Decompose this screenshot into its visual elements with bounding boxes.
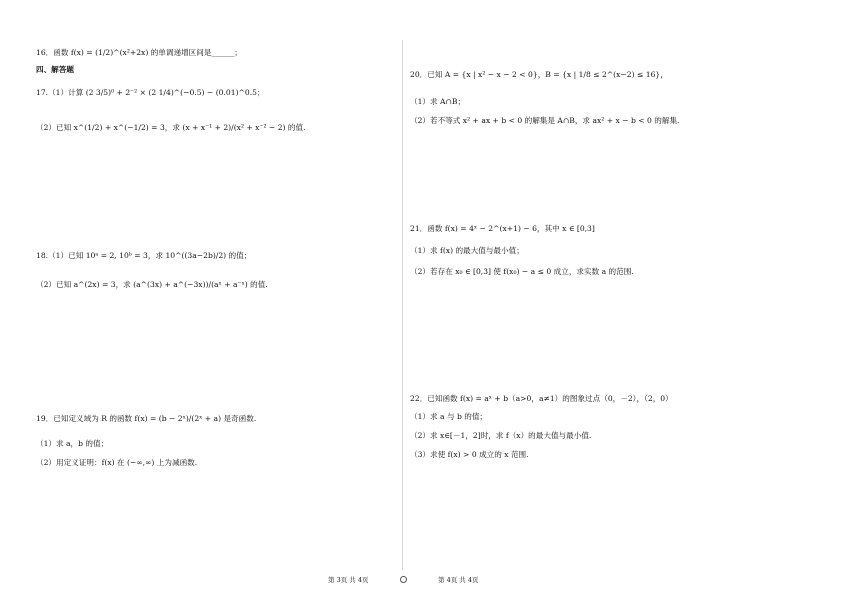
question-22-part-2: （2）求 x∈[－1，2]时，求 f（x）的最大值与最小值. <box>410 431 592 440</box>
question-22-part-1: （1）求 a 与 b 的值； <box>410 412 488 421</box>
page-number-right: 第 4页 共 4页 <box>438 576 479 584</box>
question-21: 21．函数 f(x) = 4ˣ − 2^(x+1) − 6，其中 x ∈ [0,3] <box>410 224 595 233</box>
question-18-part-2: （2）已知 a^(2x) = 3，求 (a^(3x) + a^(−3x))/(aˣ + a⁻ˣ) 的值. <box>36 280 268 289</box>
question-16: 16．函数 f(x) = (1/2)^(x²+2x) 的单调递增区间是______； <box>36 48 242 57</box>
question-22: 22．已知函数 f(x) = aˣ + b（a>0，a≠1）的图象过点（0，－2），（2，0） <box>410 394 673 403</box>
question-18-part-1: 18.（1）已知 10ᵃ = 2, 10ᵇ = 3，求 10^((3a−2b)/2) 的值； <box>36 251 252 260</box>
question-20: 20．已知 A = {x | x² − x − 2 < 0}，B = {x | 1/8 ≤ 2^(x−2) ≤ 16}， <box>410 70 668 79</box>
question-21-part-1: （1）求 f(x) 的最大值与最小值； <box>410 246 524 255</box>
question-20-part-1: （1）求 A∩B； <box>410 97 466 106</box>
question-22-part-3: （3）求使 f(x) > 0 成立的 x 范围. <box>410 450 529 459</box>
section-heading: 四、解答题 <box>36 65 74 74</box>
question-20-part-2: （2）若不等式 x² + ax + b < 0 的解集是 A∩B，求 ax² + x − b < 0 的解集. <box>410 116 680 125</box>
question-19-part-1: （1）求 a，b 的值； <box>36 439 109 448</box>
question-19-part-2: （2）用定义证明：f(x) 在 (−∞,∞) 上为减函数. <box>36 458 198 467</box>
column-divider <box>402 40 403 570</box>
question-21-part-2: （2）若存在 x₀ ∈ [0,3] 使 f(x₀) − a ≤ 0 成立，求实数 a 的范围. <box>410 267 634 276</box>
question-19: 19．已知定义域为 R 的函数 f(x) = (b − 2ˣ)/(2ˣ + a) 是奇函数. <box>36 414 257 423</box>
page-number-left: 第 3页 共 4页 <box>328 576 369 584</box>
binding-mark-icon <box>400 576 407 583</box>
question-17-part-1: 17.（1）计算 (2 3/5)⁰ + 2⁻² × (2 1/4)^(−0.5) − (0.01)^0.5； <box>36 88 265 97</box>
question-17-part-2: （2）已知 x^(1/2) + x^(−1/2) = 3，求 (x + x⁻¹ + 2)/(x² + x⁻² − 2) 的值. <box>36 123 306 132</box>
